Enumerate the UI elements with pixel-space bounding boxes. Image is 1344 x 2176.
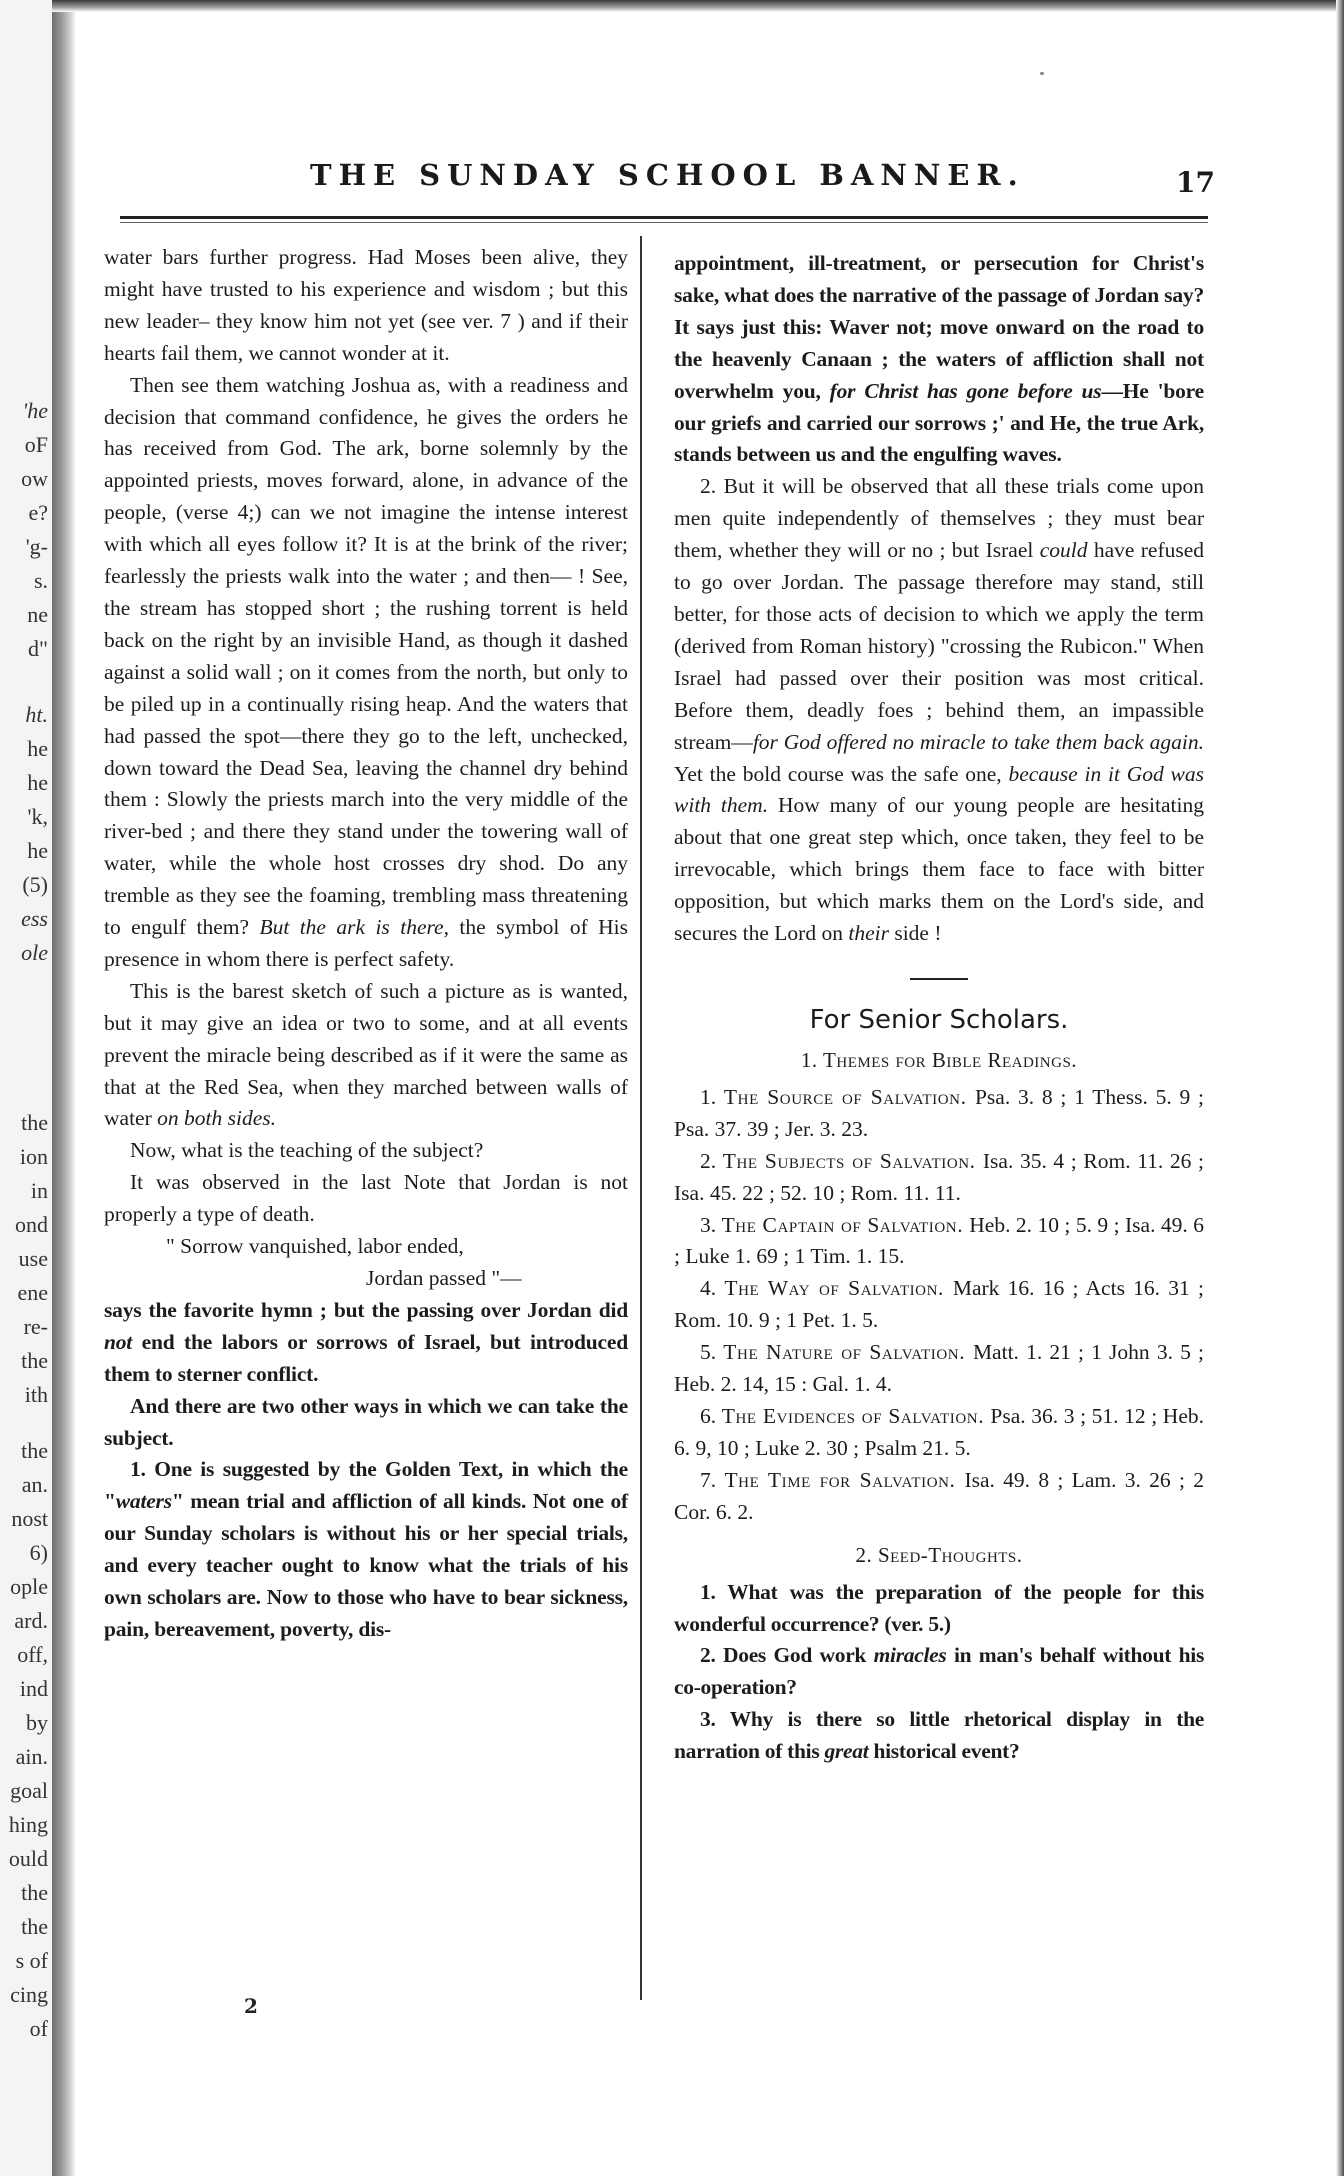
section-title: For Senior Scholars. (809, 1004, 1069, 1035)
facing-page-fragment: ow (21, 466, 48, 491)
theme-item (674, 1210, 1204, 1274)
header-rule (120, 216, 1208, 219)
facing-page-fragment: an. (21, 1472, 48, 1497)
theme-references: Isa. 35. 4 ; Rom. 11. 26 ; Isa. 45. 22 ; 52. 10 ; Rom. 11. 11. (674, 1148, 1204, 1205)
page-number: 17 (1176, 166, 1215, 199)
facing-page-fragment: 'he (22, 398, 48, 423)
theme-name: The Time for Salvation. (724, 1467, 965, 1492)
theme-number: 1. (700, 1084, 724, 1109)
facing-page-fragment: (5) (22, 872, 48, 897)
facing-page-fragment: ith (24, 1382, 48, 1407)
facing-page-fragment: ould (8, 1846, 48, 1871)
facing-page-fragment: off, (17, 1642, 48, 1667)
facing-page-fragment: s. (33, 568, 48, 593)
facing-page-fragment: ople (10, 1574, 48, 1599)
theme-number: 4. (700, 1276, 725, 1301)
facing-page-fragment: 6) (29, 1540, 48, 1565)
facing-page-fragment: in (30, 1178, 48, 1203)
paragraph: 1. One is suggested by the Golden Text, in which the "waters" mean trial and affliction of all kinds. Not one of our Sunday scholars is without his or her special trials, and every teacher ought to know what the trials of his own scholars are. Now to those who have to bear sickness, pain, bereavement, poverty, dis- (104, 1457, 628, 1641)
facing-page-fragment: of (29, 2016, 48, 2041)
theme-item (674, 1146, 1204, 1210)
facing-page-fragment: the (21, 1914, 48, 1939)
theme-references: Heb. 2. 10 ; 5. 9 ; Isa. 49. 6 ; Luke 1. 69 ; 1 Tim. 1. 15. (674, 1212, 1204, 1269)
seed-thoughts-heading: 2. Seed-Thoughts. (855, 1542, 1023, 1567)
paragraph: appointment, ill-treatment, or persecution for Christ's sake, what does the narrative of the passage of Jordan say? It says just this: Waver not; move onward on the road to the heavenly Canaan ; the waters of affliction shall not overwhelm you, for Christ has gone before us—He 'bore our griefs and carried our sorrows ;' and He, the true Ark, stands between us and the engulfing waves. (674, 251, 1204, 467)
themes-list (674, 1082, 1204, 1529)
theme-references: Psa. 3. 8 ; 1 Thess. 5. 9 ; Psa. 37. 39 ; Jer. 3. 23. (674, 1084, 1204, 1141)
theme-item (674, 1273, 1204, 1337)
signature-mark: 2 (244, 1994, 258, 2018)
theme-number: 3. (700, 1212, 722, 1237)
facing-page-fragment: the (21, 1438, 48, 1463)
facing-page-fragment: re- (23, 1314, 48, 1339)
theme-name: The Subjects of Salvation. (722, 1148, 983, 1173)
paragraph: 2. But it will be observed that all these trials come upon men quite independently of themselves ; they must bear them, whether they will or no ; but Israel could have refused to go over Jordan. The passage therefore may stand, still better, for those acts of decision to which we apply the term (derived from Roman history) "crossing the Rubicon." When Israel had passed over their position was most critical. Before them, deadly foes ; behind them, an impassible stream—for God offered no miracle to take them back again. Yet the bold course was the safe one, because in it God was with them. How many of our young people are hesitating about that one great step which, once taken, they feel to be irrevocable, which brings them face to face with bitter opposition, but which marks them on the Lord's side, and secures the Lord on their side ! (674, 474, 1205, 946)
theme-item (674, 1465, 1204, 1529)
facing-page-fragment: ess (21, 906, 48, 931)
facing-page-fragment: ard. (14, 1608, 48, 1633)
theme-item (674, 1082, 1204, 1146)
running-title: THE SUNDAY SCHOOL BANNER. (310, 158, 1025, 192)
page-right-edge (1336, 0, 1344, 2176)
theme-references: Matt. 1. 21 ; 1 John 3. 5 ; Heb. 2. 14, 15 : Gal. 1. 4. (674, 1340, 1205, 1397)
paragraph: says the favorite hymn ; but the passing over Jordan did not end the labors or sorrows of Israel, but introduced them to sterner conflict. (104, 1297, 628, 1386)
right-column (674, 248, 1204, 1768)
facing-page-fragment: the (21, 1880, 48, 1905)
facing-page-fragment: he (27, 770, 48, 795)
paragraph: Then see them watching Joshua as, with a readiness and decision that command confidence, he gives the orders he has received from God. The ark, borne solemnly by the appointed priests, moves forward, alone, in advance of the people, (verse 4;) can we not imagine the intense interest with which all eyes follow it? It is at the brink of the river; fearlessly the priests walk into the water ; and then— ! See, the stream has stopped short ; the rushing torrent is held back on the right by an invisible Hand, as though it dashed against a solid wall ; on it comes from the north, but only to be piled up in a continually rising heap. And the waters that had passed the spot—there they go to the left, unchecked, down toward the Dead Sea, leaving the channel dry behind them : Slowly the priests march into the very middle of the river-bed ; and there they stand under the towering wall of water, while the whole host crosses dry shod. Do any tremble as they see the foaming, trembling mass threatening to engulf them? But the ark is there, the symbol of His presence in whom there is perfect safety. (104, 372, 629, 971)
theme-references: Isa. 49. 8 ; Lam. 3. 26 ; 2 Cor. 6. 2. (674, 1467, 1205, 1524)
facing-page-fragment: ene (17, 1280, 48, 1305)
theme-name: The Nature of Salvation. (723, 1340, 973, 1365)
header-rule-thin (120, 222, 1208, 223)
facing-page-fragment: e? (28, 500, 48, 525)
paper-speck (1040, 72, 1044, 75)
binding-gutter (52, 0, 76, 2176)
theme-name: The Captain of Salvation. (721, 1212, 970, 1237)
facing-page-fragment: ind (19, 1676, 48, 1701)
seed-thought: 1. What was the preparation of the people for this wonderful occurrence? (ver. 5.) (674, 1579, 1204, 1636)
facing-page-fragment: nost (11, 1506, 48, 1531)
facing-page-fragment: cing (10, 1982, 48, 2007)
facing-page-fragment: by (26, 1710, 48, 1735)
theme-item (674, 1337, 1204, 1401)
theme-references: Mark 16. 16 ; Acts 16. 31 ; Rom. 10. 9 ; 1 Pet. 1. 5. (674, 1276, 1204, 1333)
seed-thought: 2. Does God work miracles in man's behalf without his co-operation? (674, 1643, 1205, 1700)
facing-page-fragment: he (27, 838, 48, 863)
paragraph: This is the barest sketch of such a picture as is wanted, but it may give an idea or two to some, and at all events prevent the miracle being described as if it were the same as that at the Red Sea, when they marched between walls of water on both sides. (104, 978, 628, 1131)
paragraph: Now, what is the teaching of the subject? (130, 1138, 484, 1163)
facing-page-fragment: ain. (15, 1744, 48, 1769)
theme-name: The Way of Salvation. (724, 1276, 953, 1301)
facing-page-fragment: ne (27, 602, 48, 627)
theme-item (674, 1401, 1204, 1465)
facing-page-fragment: ole (21, 940, 48, 965)
facing-page-fragment: oF (24, 432, 48, 457)
quote-line: Jordan passed "— (366, 1266, 522, 1290)
facing-page-fragment: the (21, 1348, 48, 1373)
facing-page-edge (0, 0, 52, 2176)
theme-name: The Source of Salvation. (723, 1084, 975, 1109)
quote-line: " Sorrow vanquished, labor ended, (166, 1234, 464, 1259)
facing-page-fragment: ond (15, 1212, 48, 1237)
hymn-quote (104, 1231, 628, 1295)
column-divider (640, 236, 642, 2000)
left-column (104, 242, 628, 1646)
paragraph: It was observed in the last Note that Jordan is not properly a type of death. (104, 1170, 628, 1227)
seed-thought: 3. Why is there so little rhetorical display in the narration of this great historical event? (674, 1707, 1204, 1764)
facing-page-fragment: the (21, 1110, 48, 1135)
theme-number: 2. (700, 1148, 723, 1173)
theme-name: The Evidences of Salvation. (721, 1404, 991, 1428)
theme-references: Psa. 36. 3 ; 51. 12 ; Heb. 6. 9, 10 ; Luke 2. 30 ; Psalm 21. 5. (674, 1404, 1204, 1460)
page-top-edge (52, 0, 1344, 12)
facing-page-fragment: 'g- (25, 534, 48, 559)
theme-number: 7. (700, 1467, 725, 1492)
paragraph: water bars further progress. Had Moses been alive, they might have trusted to his experience and wisdom ; but this new leader– they know him not yet (see ver. 7 ) and if their hearts fail them, we cannot wonder at it. (104, 245, 628, 365)
facing-page-fragment: s of (15, 1948, 48, 1973)
facing-page-fragment: 'k, (27, 804, 48, 829)
facing-page-fragment: ht. (25, 702, 48, 727)
facing-page-fragment: he (27, 736, 48, 761)
theme-number: 5. (700, 1340, 724, 1365)
paragraph: And there are two other ways in which we can take the subject. (104, 1393, 628, 1450)
facing-page-fragment: use (18, 1246, 48, 1271)
facing-page-fragment: hing (8, 1812, 48, 1837)
themes-heading: 1. Themes for Bible Readings. (800, 1047, 1078, 1072)
theme-number: 6. (700, 1404, 722, 1428)
facing-page-fragment: goal (10, 1778, 48, 1803)
facing-page-fragment: ion (19, 1144, 48, 1169)
section-divider (910, 978, 968, 980)
facing-page-fragment: d" (28, 636, 48, 661)
